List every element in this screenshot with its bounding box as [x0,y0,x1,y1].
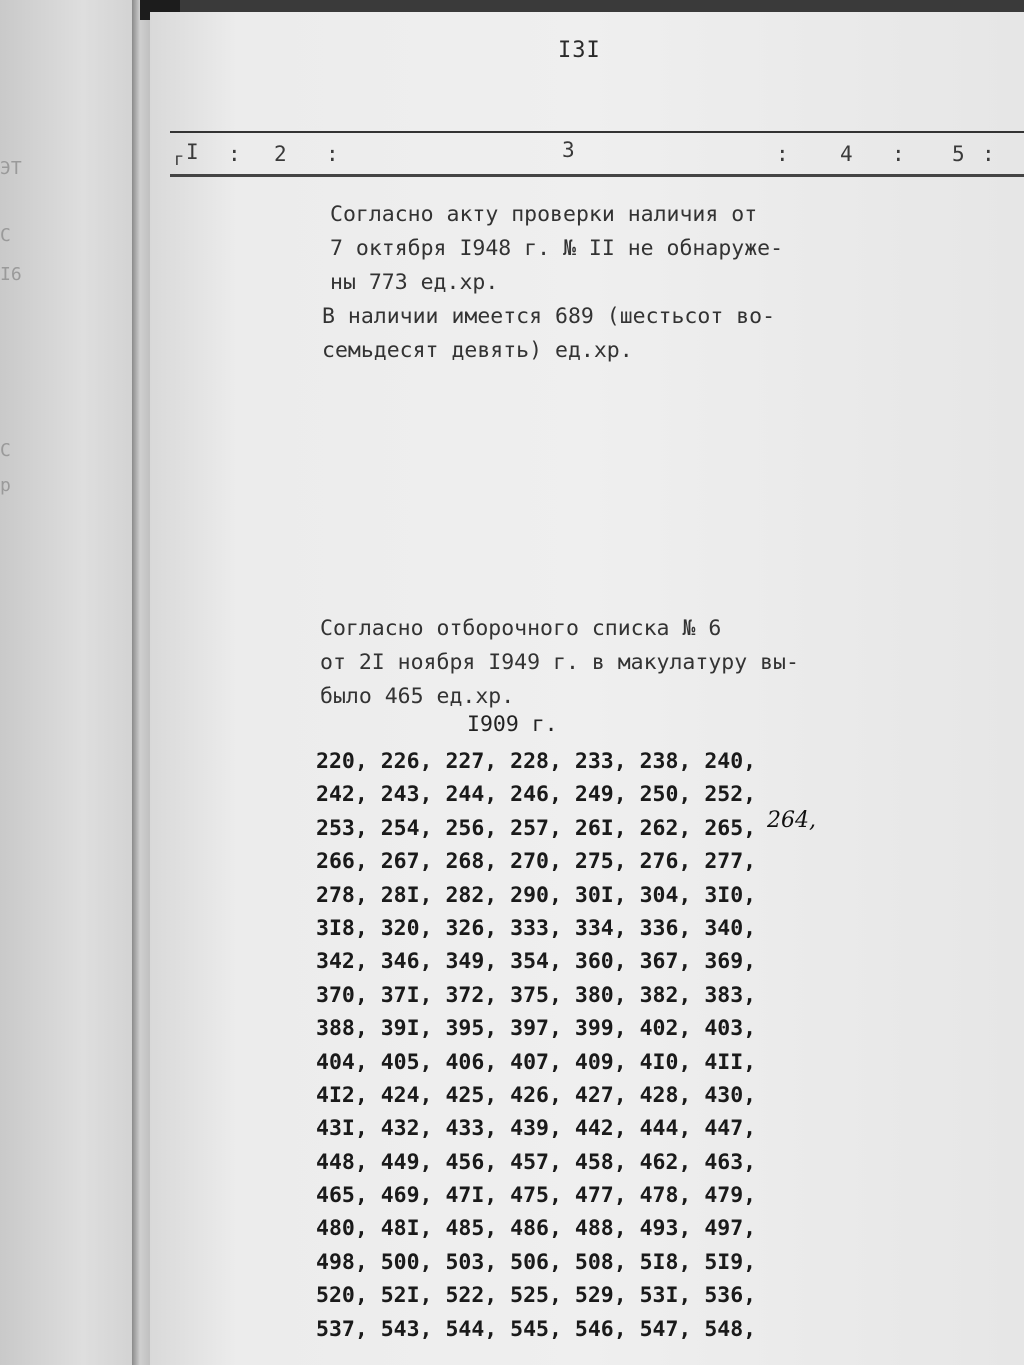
column-separator: : [228,142,241,166]
left-facing-page [0,0,138,1365]
column-header-prefix: г [174,150,185,170]
page-number: I3I [558,38,601,63]
number-row: 370, 37I, 372, 375, 380, 382, 383, [316,982,757,1008]
number-row: 253, 254, 256, 257, 26I, 262, 265, [316,815,757,841]
number-row: 537, 543, 544, 545, 546, 547, 548, [316,1316,757,1342]
book-binding [132,0,152,1365]
table-header-rule [170,174,1024,177]
verification-paragraph: Согласно акту проверки наличия от 7 октября I948 г. № II не обнаруже- ны 773 ед.хр. [330,202,784,295]
column-separator: : [776,142,789,166]
number-list [316,745,756,1346]
number-row: 448, 449, 456, 457, 458, 462, 463, [316,1149,757,1175]
left-page-fragment: ЭТ [0,158,22,179]
number-row: 3I8, 320, 326, 333, 334, 336, 340, [316,915,757,941]
left-page-fragment: р [0,475,11,496]
selection-list-paragraph: Согласно отборочного списка № 6 от 2I ноября I949 г. в макулатуру вы- было 465 ед.хр. [320,616,799,709]
table-top-rule [170,131,1024,133]
number-row: 278, 28I, 282, 290, 30I, 304, 3I0, [316,882,757,908]
column-header-2: 2 [274,142,287,166]
number-row: 43I, 432, 433, 439, 442, 444, 447, [316,1116,757,1142]
number-row: 498, 500, 503, 506, 508, 5I8, 5I9, [316,1249,757,1275]
left-page-fragment: І6 [0,264,22,285]
availability-paragraph: В наличии имеется 689 (шестьсот во- семьдесят девять) ед.хр. [322,304,776,363]
column-header-5: 5 [952,142,965,166]
year-heading: I909 г. [467,712,558,737]
number-row: 520, 52I, 522, 525, 529, 53I, 536, [316,1283,757,1309]
number-row: 465, 469, 47I, 475, 477, 478, 479, [316,1183,757,1209]
number-row: 480, 48I, 485, 486, 488, 493, 497, [316,1216,757,1242]
column-header-row [150,136,1024,172]
left-page-fragment: С [0,225,11,246]
number-row: 342, 346, 349, 354, 360, 367, 369, [316,949,757,975]
number-row: 388, 39I, 395, 397, 399, 402, 403, [316,1016,757,1042]
column-header-1: I [186,140,199,164]
column-separator: : [326,142,339,166]
number-row: 242, 243, 244, 246, 249, 250, 252, [316,782,757,808]
left-page-fragment: С [0,440,11,461]
column-header-3: 3 [562,138,575,162]
number-row: 266, 267, 268, 270, 275, 276, 277, [316,849,757,875]
number-row: 4I2, 424, 425, 426, 427, 428, 430, [316,1082,757,1108]
column-header-4: 4 [840,142,853,166]
number-row: 404, 405, 406, 407, 409, 4I0, 4II, [316,1049,757,1075]
column-separator: : [982,142,995,166]
column-separator: : [892,142,905,166]
document-page [150,12,1024,1365]
handwritten-note: 264, [767,808,816,833]
number-row: 220, 226, 227, 228, 233, 238, 240, [316,749,757,774]
